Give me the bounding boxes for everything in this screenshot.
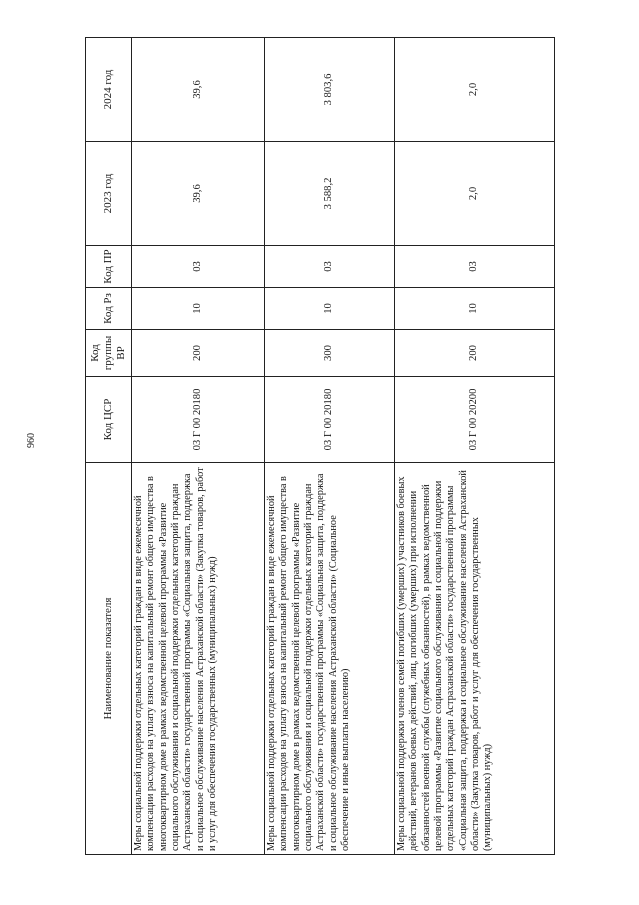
row-2023: 39,6 [132,142,265,246]
table-header-row [86,38,132,855]
row-2024: 39,6 [132,38,265,142]
row-vr: 200 [132,330,265,377]
row-csr: 03 Г 00 20180 [265,377,395,463]
table-row [395,38,555,855]
table-row [265,38,395,855]
row-vr: 300 [265,330,395,377]
header-2024: 2024 год [86,38,132,142]
row-2024: 2,0 [395,38,555,142]
rotated-table-page [85,38,555,855]
row-name: Меры социальной поддержки членов семей погибших (умерших) участников боевых действий, ветеранов боевых действий, лиц, погибших (умерших) при исполнении обязанностей военной службы (служебных обязанностей), в рамках ведомственной целевой программы «Развитие социального обслуживания и социальной поддержки отдельных категорий граждан Астраханской области» государственной программы «Социальная защита, поддержка и социальное обслуживание населения Астраханской области» (Закупка товаров, работ и услуг для обеспечения государственных (муниципальных) нужд) [395,463,555,855]
row-csr: 03 Г 00 20200 [395,377,555,463]
row-vr: 200 [395,330,555,377]
row-2023: 3 588,2 [265,142,395,246]
header-name: Наименование показателя [86,463,132,855]
row-rz: 10 [395,288,555,330]
table-row [132,38,265,855]
row-rz: 10 [265,288,395,330]
row-pr: 03 [132,246,265,288]
header-rz: Код Рз [86,288,132,330]
budget-table [85,37,555,855]
header-pr: Код ПР [86,246,132,288]
row-name: Меры социальной поддержки отдельных категорий граждан в виде ежемесячной компенсации расходов на уплату взноса на капитальный ремонт общего имущества в многоквартирном доме в рамках ведомственной целевой программы «Развитие социального обслуживания и социальной поддержки отдельных категорий граждан Астраханской области» государственной программы «Социальная защита, поддержка и социальное обслуживание населения Астраханской области» (Закупка товаров, работ и услуг для обеспечения государственных (муниципальных) нужд) [132,463,265,855]
row-rz: 10 [132,288,265,330]
header-vr: Код группы ВР [86,330,132,377]
header-csr: Код ЦСР [86,377,132,463]
row-pr: 03 [395,246,555,288]
row-csr: 03 Г 00 20180 [132,377,265,463]
header-2023: 2023 год [86,142,132,246]
row-pr: 03 [265,246,395,288]
page-number: 960 [26,433,37,448]
row-2023: 2,0 [395,142,555,246]
row-2024: 3 803,6 [265,38,395,142]
row-name: Меры социальной поддержки отдельных категорий граждан в виде ежемесячной компенсации расходов на уплату взноса на капитальный ремонт общего имущества в многоквартирном доме в рамках ведомственной целевой программы «Развитие социального обслуживания и социальной поддержки отдельных категорий граждан Астраханской области» государственной программы «Социальная защита, поддержка и социальное обслуживание населения Астраханской области» (Социальное обеспечение и иные выплаты населению) [265,463,395,855]
